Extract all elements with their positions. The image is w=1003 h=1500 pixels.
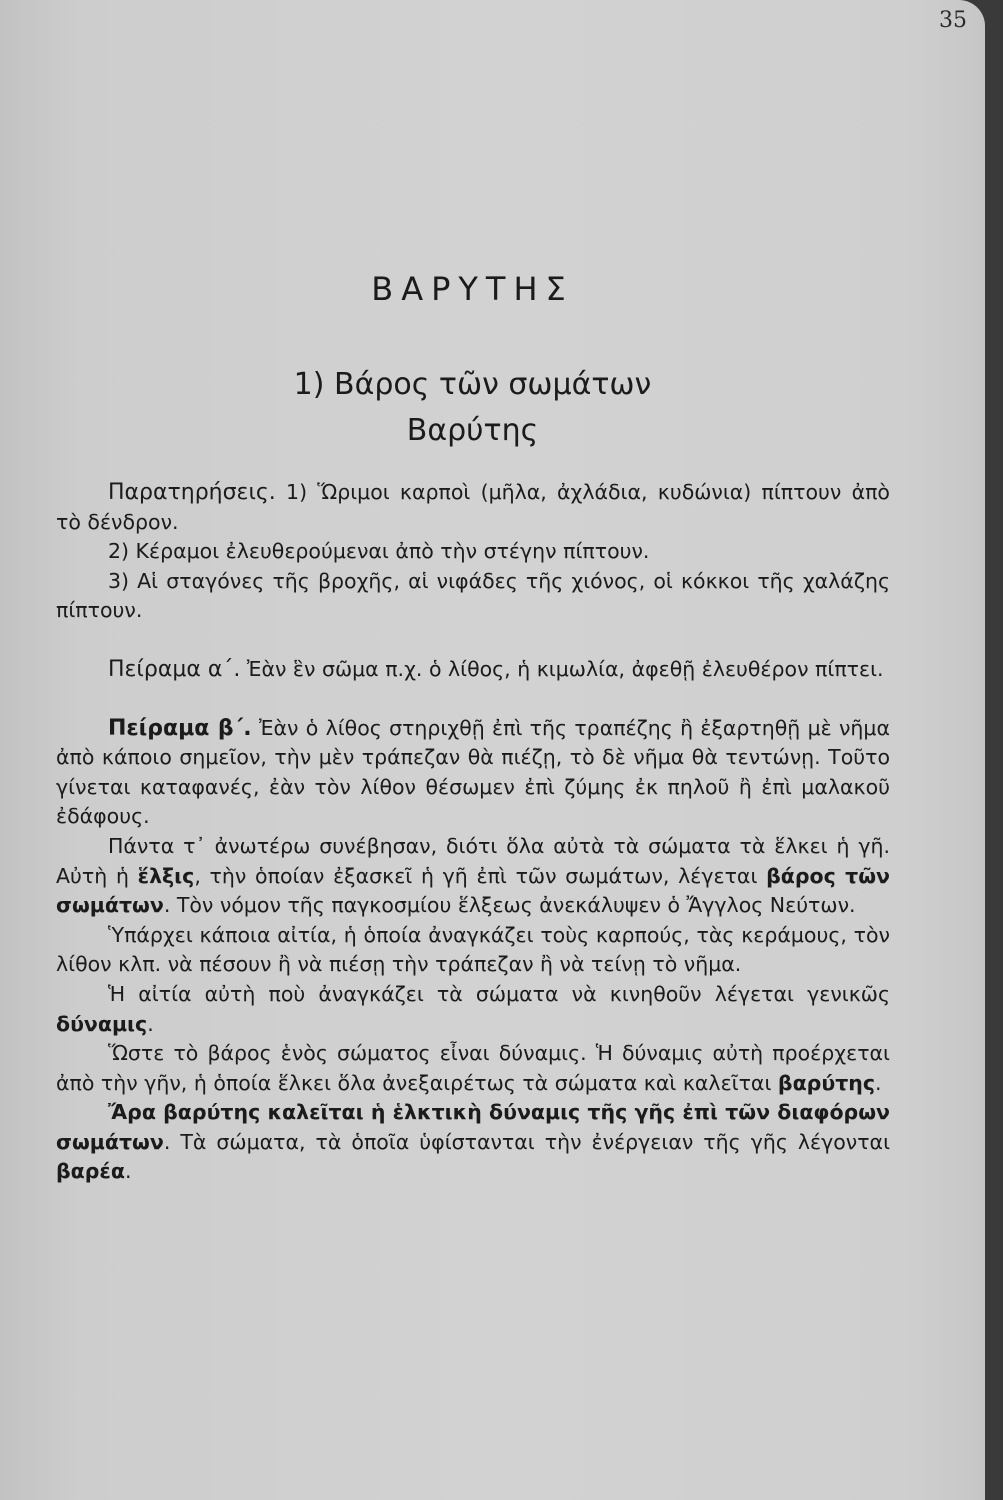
term-gravity: βαρύτης — [777, 1070, 876, 1095]
experiment-b — [56, 714, 890, 832]
section-heading — [0, 362, 945, 454]
paragraph-3-text: Ἡ αἰτία αὐτὴ ποὺ ἀναγκάζει τὰ σώματα νὰ κινηθοῦν λέγεται γενικῶς — [108, 981, 890, 1006]
paragraph-gravity-explanation — [56, 832, 890, 921]
section-subtitle: Βαρύτης — [406, 413, 539, 448]
paragraph-5-text: . Τὰ σώματα, τὰ ὁποῖα ὑφίστανται τὴν ἐνέργειαν τῆς γῆς λέγονται — [163, 1129, 890, 1154]
paragraph-1-part-2: , τὴν ὁποίαν ἐξασκεῖ ἡ γῆ ἐπὶ τῶν σωμάτων, λέγεται — [194, 863, 758, 888]
observation-3: 3) Αἱ σταγόνες τῆς βροχῆς, αἱ νιφάδες τῆς χιόνος, οἱ κόκκοι τῆς χαλάζης πίπτουν. — [56, 568, 890, 623]
experiment-a — [56, 655, 890, 685]
paragraph-1-part-1: Πάντα τ᾿ ἀνωτέρω συνέβησαν, διότι ὅλα αὐτὰ τὰ σώματα τὰ ἕλκει ἡ γῆ. Αὐτὴ ἡ — [56, 833, 890, 888]
term-force: δύναμις — [56, 1011, 148, 1036]
page-number: 35 — [939, 8, 967, 33]
observation-2: 2) Κέραμοι ἐλευθερούμεναι ἀπὸ τὴν στέγην πίπτουν. — [108, 539, 650, 564]
paragraph-definition — [56, 1098, 890, 1187]
observation-1-text: 1) Ὥριμοι καρποὶ (μῆλα, ἀχλάδια, κυδώνια) πίπτουν ἀπὸ τὸ δένδρον. — [56, 480, 890, 534]
experiment-a-text: Ἐὰν ἓν σῶμα π.χ. ὁ λίθος, ἡ κιμωλία, ἀφεθῇ ἐλευθέρον πίπτει. — [246, 656, 884, 681]
body-text — [56, 478, 890, 1187]
term-heavy: βαρέα — [56, 1159, 125, 1184]
paragraph-3-end: . — [147, 1011, 154, 1036]
paragraph-5-end: . — [124, 1159, 132, 1184]
term-attraction: ἕλξις — [137, 863, 195, 888]
definition-gravity: Ἄρα βαρύτης καλεῖται ἡ ἑλκτικὴ δύναμις τῆς γῆς ἐπὶ τῶν διαφόρων σωμάτων — [56, 1100, 890, 1154]
paragraph-4-text: Ὥστε τὸ βάρος ἑνὸς σώματος εἶναι δύναμις. Ἡ δύναμις αὐτὴ προέρχεται ἀπὸ τὴν γῆν, ἡ ὁποία ἕλκει ὅλα ἀνεξαιρέτως τὰ σώματα καὶ καλεῖται — [56, 1041, 890, 1095]
paragraph-gravity — [56, 1039, 890, 1098]
paragraph-force — [56, 980, 890, 1039]
observations-label: Παρατηρήσεις. — [108, 480, 276, 505]
experiment-b-label: Πείραμα β΄. — [108, 715, 252, 741]
section-title: 1) Βάρος τῶν σωμάτων — [293, 367, 652, 402]
paragraph-cause: Ὑπάρχει κάποια αἰτία, ἡ ὁποία ἀναγκάζει τοὺς καρπούς, τὰς κεράμους, τὸν λίθον κλπ. νὰ πέσουν ἢ νὰ πιέσῃ τὴν τράπεζαν ἢ νὰ τείνῃ τὸ νῆμα. — [56, 922, 890, 977]
paragraph-1-part-3: . Τὸν νόμον τῆς παγκοσμίου ἕλξεως ἀνεκάλυψεν ὁ Ἄγγλος Νεύτων. — [163, 893, 856, 918]
chapter-title: ΒΑΡΥΤΗΣ — [371, 270, 574, 308]
observation-1 — [56, 478, 890, 537]
experiment-a-label: Πείραμα α΄. — [108, 656, 241, 682]
experiment-b-text: Ἐὰν ὁ λίθος στηριχθῇ ἐπὶ τῆς τραπέζης ἢ ἐξαρτηθῇ μὲ νῆμα ἀπὸ κάποιο σημεῖον, τὴν μὲν τράπεζαν θὰ πιέζῃ, τὸ δὲ νῆμα θὰ τεντώνῃ. Τοῦτο γίνεται καταφανές, ἐὰν τὸν λίθον θέσωμεν ἐπὶ ζύμης ἐκ πηλοῦ ἢ ἐπὶ μαλακοῦ ἐδάφους. — [56, 715, 890, 829]
term-weight-of-bodies: βάρος τῶν σωμάτων — [56, 863, 890, 918]
paragraph-4-end: . — [875, 1070, 882, 1095]
